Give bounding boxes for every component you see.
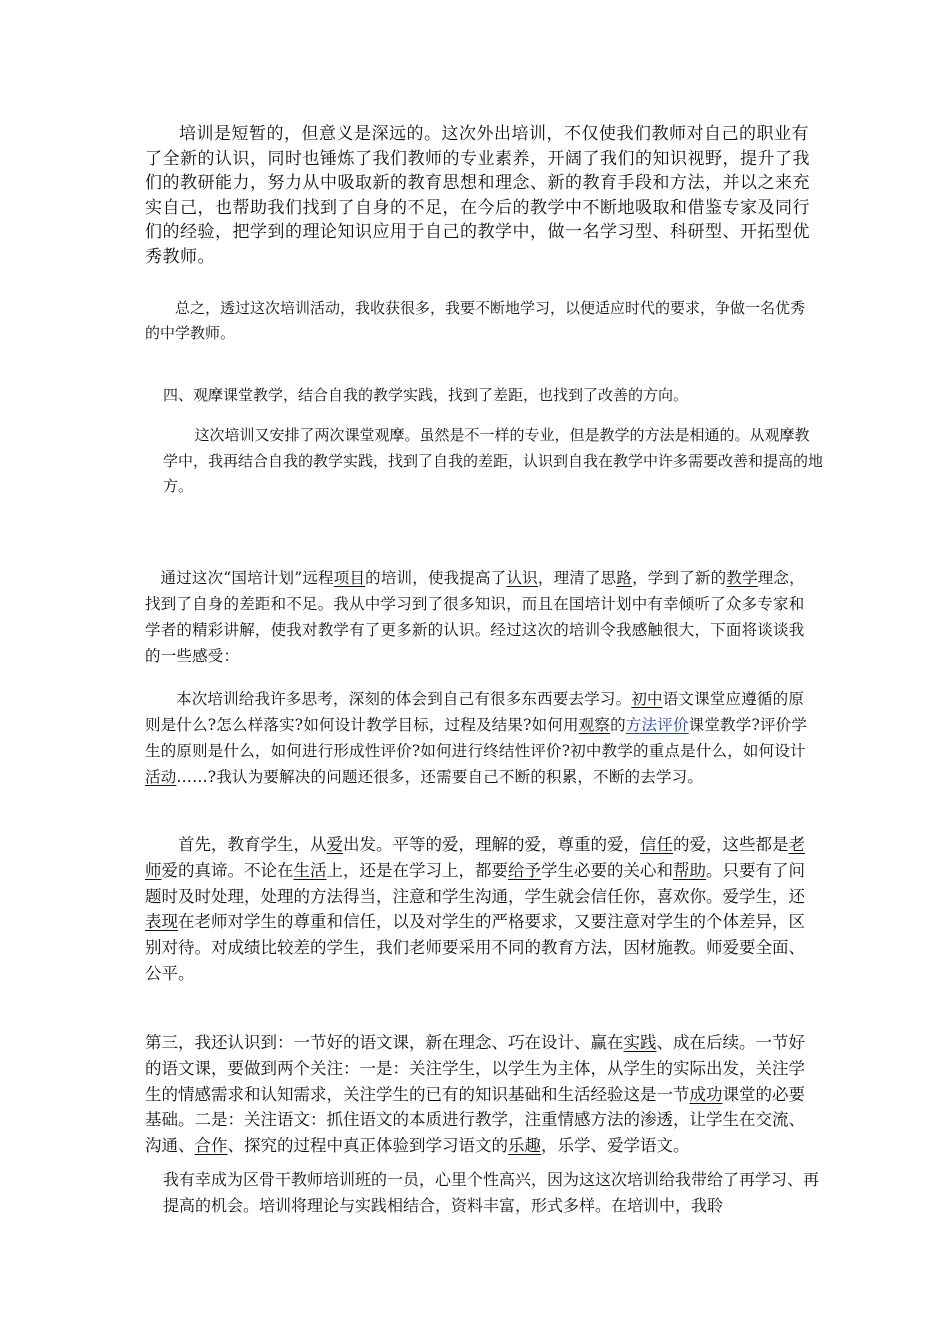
underlined-term: 帮助 (673, 860, 706, 880)
text-run: 的 (610, 716, 626, 734)
text-run: 第三，我还认识到：一节好的语文课，新在理念、巧在设计、赢在 (145, 1033, 624, 1052)
paragraph-good-chinese-lesson (145, 1030, 813, 1159)
text-run: 、探究的过程中真正体验到学习语文的 (227, 1136, 508, 1156)
underlined-term: 生活 (293, 860, 327, 880)
text-run: 出发。平等的爱，理解的爱，尊重的爱， (343, 835, 640, 854)
paragraph-training-significance: 培训是短暂的，但意义是深远的。这次外出培训，不仅使我们教师对自己的职业有了全新的认识，同时也锤炼了我们教师的专业素养，开阔了我们的知识视野，提升了我们的教研能力，努力从中吸取新的教育思想和理念、新的教育手段和方法，并以之来充实自己，也帮助我们找到了自身的不足，在今后的教学中不断地吸取和借鉴专家及同行们的经验，把学到的理论知识应用于自己的教学中，做一名学习型、科研型、开拓型优秀教师。 (145, 124, 810, 267)
text-run: 的培训，使我提高了 (365, 569, 507, 587)
underlined-term: 路 (616, 569, 633, 587)
underlined-term: 老师 (145, 835, 805, 880)
underlined-term: 实践 (623, 1033, 657, 1052)
underlined-term: 信任 (640, 835, 673, 854)
underlined-term: 认识 (506, 569, 538, 587)
text-run: 、成在后续。一节好的语文课，要做到两个关注：一是：关注学生，以学生为主体，从学生的实际出发，关注学生的情感需求和认知需求，关注学生的已有的知识基础和生活经验这是一节 (145, 1033, 805, 1104)
text-run: 学生必要的关心和 (541, 860, 673, 880)
text-run: 语文课堂应遵循的原则是什么?怎么样落实?如何设计教学目标，过程及结果?如何用 (145, 690, 805, 734)
text-run: ……?我认为要解决的问题还很多，还需要自己不断的积累，不断的去学习。 (176, 768, 704, 786)
section-heading-classroom-observation: 四、观摩课堂教学，结合自我的教学实践，找到了差距，也找到了改善的方向。 (163, 386, 689, 404)
text-run: 课堂教学?评价学生的原则是什么，如何进行形成性评价?如何进行终结性评价?初中教学的重点是什么，如何设计 (145, 716, 808, 760)
underlined-term: 教学 (726, 569, 758, 587)
paragraph-classroom-observation: 这次培训又安排了两次课堂观摩。虽然是不一样的专业，但是教学的方法是相通的。从观摩教学中，我再结合自我的教学实践，找到了自我的差距，认识到自我在教学中许多需要改善和提高的地方。 (163, 426, 824, 495)
text-run: 的爱，这些都是 (673, 835, 789, 854)
text-run: 爱的真谛。不论在 (161, 860, 294, 880)
paragraph-love-students (145, 832, 813, 987)
text-run: ，学到了新的 (632, 569, 727, 587)
text-run: 在老师对学生的尊重和信任，以及对学生的严格要求，又要注意对学生的个体差异，区别对待。对成绩比较差的学生，我们老师要采用不同的教育方法，因材施教。师爱要全面、公平。 (145, 912, 805, 983)
underlined-term: 项目 (333, 569, 366, 587)
text-run: 理念，找到了自身的差距和不足。我从中学习到了很多知识，而且在国培计划中有幸倾听了众多专家和学者的精彩讲解，使我对教学有了更多新的认识。经过这次的培训令我感触很大，下面将谈谈我的一些感受： (145, 569, 805, 665)
hyperlink-term[interactable]: 方法评价 (625, 716, 689, 734)
underlined-term: 爱 (326, 835, 343, 854)
text-run: 上，还是在学习上，都要 (326, 860, 508, 880)
text-run: ，乐学、爱学语文。 (541, 1136, 690, 1156)
text-run: 首先，教育学生，从 (178, 835, 327, 854)
underlined-term: 成功 (689, 1084, 723, 1104)
text-run: 课堂的必要基础。二是：关注语文：抓住语文的本质进行教学，注重情感方法的渗透，让学生在交流、沟通、 (145, 1084, 805, 1156)
underlined-term: 给予 (508, 860, 541, 880)
underlined-term: 初中 (631, 690, 663, 708)
text-run: 通过这次“国培计划”远程 (160, 569, 334, 587)
paragraph-guopei-plan (145, 565, 813, 669)
underlined-term: 合作 (194, 1136, 228, 1156)
text-run: 本次培训给我许多思考，深刻的体会到自己有很多东西要去学习。 (176, 690, 632, 708)
underlined-term: 乐趣 (508, 1136, 541, 1156)
text-run: 。只要有了问题时及时处理，处理的方法得当，注意和学生沟通，学生就会信任你，喜欢你。爱学生，还 (145, 860, 805, 906)
underlined-term: 观察 (578, 716, 611, 734)
paragraph-backbone-teacher-training: 我有幸成为区骨干教师培训班的一员，心里个性高兴，因为这这次培训给我带给了再学习、再提高的机会。培训将理论与实践相结合，资料丰富，形式多样。在培训中，我聆 (163, 1170, 820, 1215)
paragraph-reflection-questions (145, 686, 813, 790)
paragraph-summary: 总之，透过这次培训活动，我收获很多，我要不断地学习，以便适应时代的要求，争做一名优秀的中学教师。 (145, 299, 806, 342)
underlined-term: 表现 (145, 912, 178, 932)
underlined-term: 活动 (145, 768, 177, 786)
text-run: ，理清了思 (537, 569, 617, 587)
